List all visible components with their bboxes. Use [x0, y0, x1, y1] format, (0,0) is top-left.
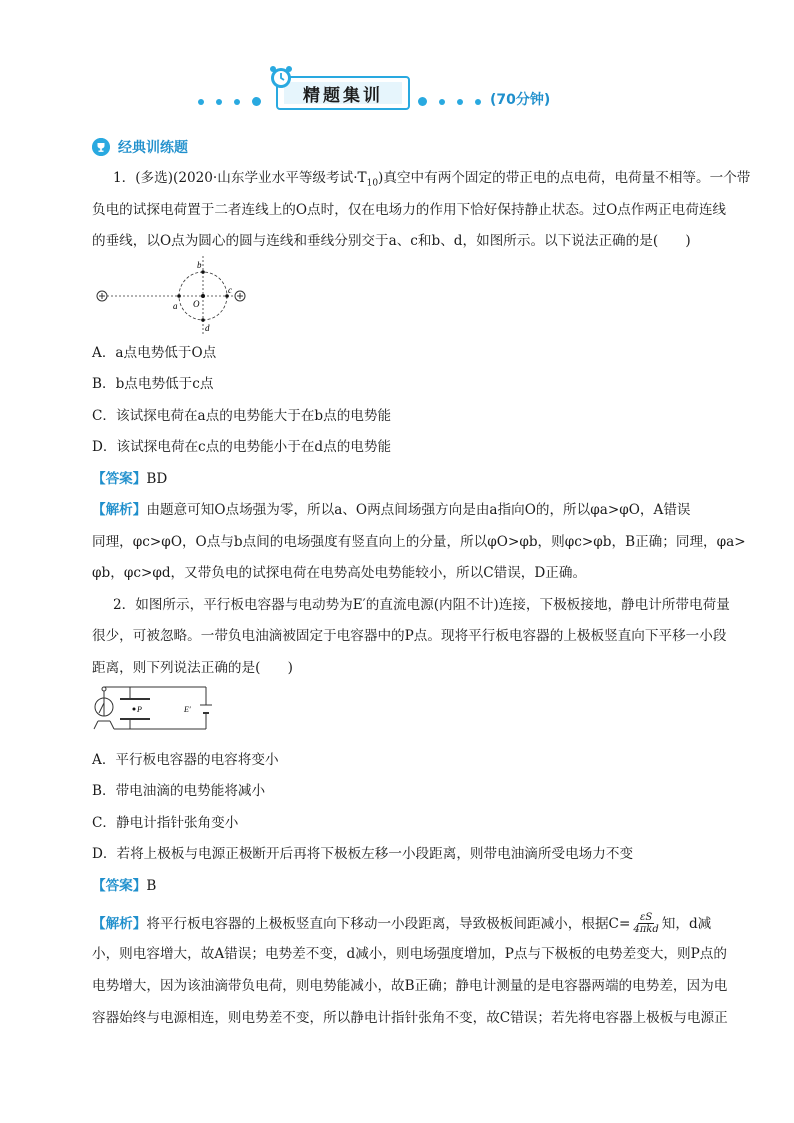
q2-stem-line-3: 距离，则下列说法正确的是( ) [92, 660, 293, 676]
q1-stem-line-2: 负电的试探电荷置于二者连线上的O点时，仅在电场力的作用下恰好保持静止状态。过O点作两正电荷连线 [92, 202, 727, 218]
q2-analysis-key: 【解析】 [92, 915, 147, 932]
q1-option-a: A．a点电势低于O点 [92, 345, 217, 361]
q1-label-a: a [173, 301, 178, 311]
q2-option-b: B．带电油滴的电势能将减小 [92, 783, 266, 799]
q1-option-c: C．该试探电荷在a点的电势能大于在b点的电势能 [92, 408, 392, 424]
dot [418, 97, 427, 106]
dot [216, 99, 222, 105]
q2-option-c: C．静电计指针张角变小 [92, 815, 239, 831]
q1-answer-value: BD [146, 471, 168, 487]
q2-stem-line-2: 很少，可被忽略。一带负电油滴被固定于电容器中的P点。现将平行板电容器的上极板竖直向下平移一小段 [92, 628, 727, 644]
banner-badge [276, 76, 410, 110]
q1-answer-key: 【答案】 [92, 471, 147, 487]
dot [439, 99, 445, 105]
q1-analysis-line-1 [92, 500, 691, 520]
q1-option-b: B．b点电势低于c点 [92, 376, 214, 392]
section-header [92, 137, 188, 157]
q2-answer-key: 【答案】 [92, 878, 147, 894]
q2-label-p: P [137, 705, 142, 714]
q2-stem-line-1: 2．如图所示，平行板电容器与电动势为E′的直流电源(内阻不计)连接，下极板接地，静电计所带电荷量 [113, 597, 730, 613]
banner-dots-left [198, 97, 273, 106]
q2-answer-line [92, 876, 156, 896]
q1-label-b: b [197, 260, 202, 270]
q1-analysis-key: 【解析】 [92, 502, 147, 518]
q1-label-c: c [228, 285, 232, 295]
dot [252, 97, 261, 106]
q1-analysis-line-2: 同理，φc>φO，O点与b点间的电场强度有竖直向上的分量，所以φO>φb，则φc>φb，B正确；同理，φa> [92, 534, 746, 550]
dot [457, 99, 463, 105]
section-title: 经典训练题 [118, 140, 188, 156]
q2-option-a: A．平行板电容器的电容将变小 [92, 752, 279, 768]
q2-analysis-line-3: 电势增大，因为该油滴带负电荷，则电势能减小，故B正确；静电计测量的是电容器两端的电势差，因为电 [92, 978, 728, 994]
alarm-clock-icon [268, 64, 294, 90]
q2-option-d: D．若将上极板与电源正极断开后再将下极板左移一小段距离，则带电油滴所受电场力不变 [92, 846, 634, 862]
q2-analysis-text-1-rest: 知，d减 [661, 915, 712, 932]
q1-answer-line [92, 469, 167, 489]
q1-charge-diagram [90, 252, 260, 336]
banner-duration: (70分钟) [490, 92, 551, 108]
q2-fraction-numerator: εS [639, 912, 653, 923]
q1-label-d: d [205, 323, 210, 333]
q1-stem-subscript: 10 [366, 178, 379, 189]
q1-analysis-line-3: φb，φc>φd，又带负电的试探电荷在电势高处电势能较小，所以C错误，D正确。 [92, 565, 587, 581]
q1-stem-text-rest: )真空中有两个固定的带正电的点电荷，电荷量不相等。一个带 [378, 170, 751, 186]
q2-label-e: E′ [184, 705, 191, 714]
q2-capacitance-fraction [631, 912, 660, 935]
banner-title: 精题集训 [284, 82, 402, 104]
q1-analysis-text-1: 由题意可知O点场强为零，所以a、O两点间场强方向是由a指向O的，所以φa>φO，A错误 [146, 502, 691, 518]
q2-analysis-line-1 [92, 912, 711, 935]
q2-analysis-line-4: 容器始终与电源相连，则电势差不变，所以静电计指针张角不变，故C错误；若先将电容器上极板与电源正 [92, 1010, 728, 1026]
q1-stem-line-3: 的垂线，以O点为圆心的圆与连线和垂线分别交于a、c和b、d，如图所示。以下说法正确的是( ) [92, 233, 691, 249]
q1-stem-text: 1．(多选)(2020·山东学业水平等级考试·T [113, 170, 367, 186]
q2-analysis-line-2: 小，则电容增大，故A错误；电势差不变，d减小，则电场强度增加，P点与下极板的电势差变大，则P点的 [92, 946, 727, 962]
banner-dots-right [418, 97, 493, 106]
q1-option-d: D．该试探电荷在c点的电势能小于在d点的电势能 [92, 439, 392, 455]
q2-fraction-denominator: 4πkd [633, 924, 659, 935]
dot [198, 99, 204, 105]
dot [475, 99, 481, 105]
q2-answer-value: B [146, 878, 157, 894]
trophy-icon [92, 138, 110, 156]
dot [234, 99, 240, 105]
q2-analysis-text-1: 将平行板电容器的上极板竖直向下移动一小段距离，导致极板间距减小，根据C= [146, 915, 631, 932]
q1-label-o: O [193, 299, 200, 309]
q2-capacitor-circuit-diagram [88, 683, 216, 745]
q1-stem-line-1 [113, 168, 750, 194]
